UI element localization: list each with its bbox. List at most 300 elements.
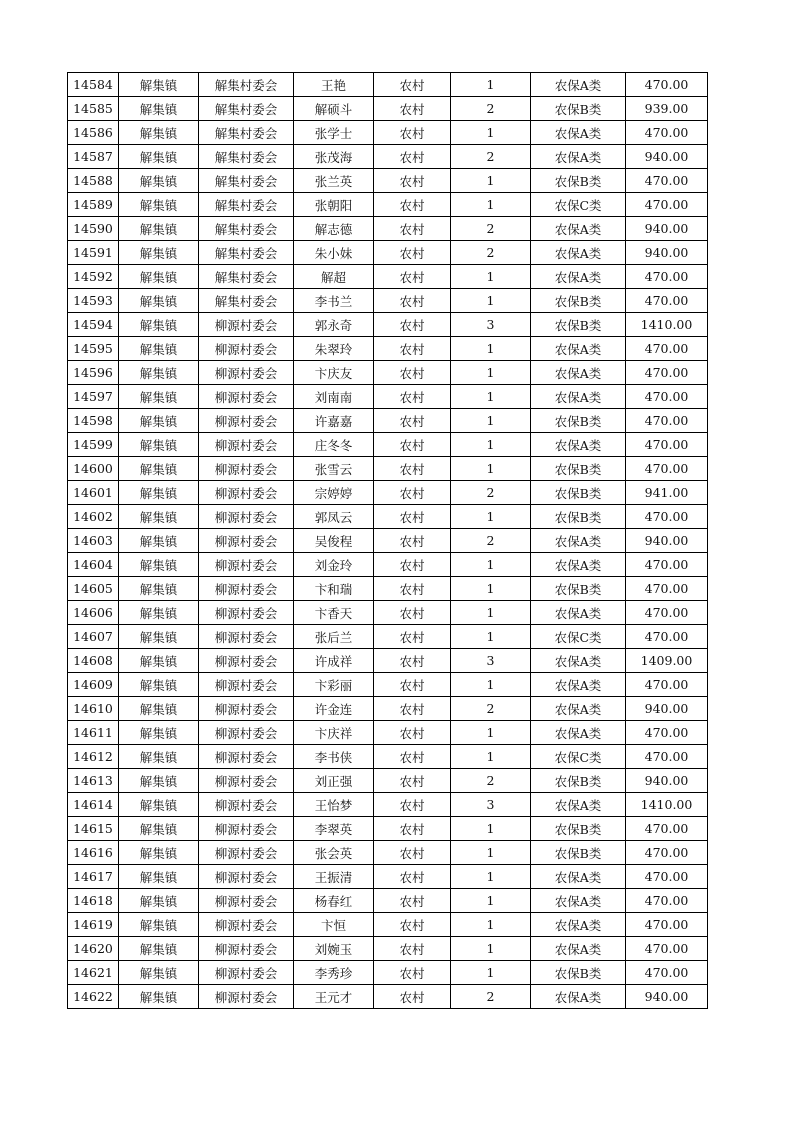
area-type-cell: 农村: [374, 241, 451, 265]
serial-number-cell: 14590: [68, 217, 119, 241]
serial-number-cell: 14614: [68, 793, 119, 817]
serial-number-cell: 14609: [68, 673, 119, 697]
amount-cell: 470.00: [626, 745, 708, 769]
area-type-cell: 农村: [374, 433, 451, 457]
insurance-class-cell: 农保B类: [531, 841, 626, 865]
village-committee-cell: 柳源村委会: [199, 961, 294, 985]
serial-number-cell: 14601: [68, 481, 119, 505]
area-type-cell: 农村: [374, 385, 451, 409]
name-cell: 张会英: [294, 841, 374, 865]
table-row: [68, 529, 708, 553]
town-cell: 解集镇: [119, 601, 199, 625]
name-cell: 张后兰: [294, 625, 374, 649]
table-row: [68, 553, 708, 577]
insurance-class-cell: 农保A类: [531, 865, 626, 889]
amount-cell: 470.00: [626, 73, 708, 97]
town-cell: 解集镇: [119, 457, 199, 481]
village-committee-cell: 柳源村委会: [199, 337, 294, 361]
serial-number-cell: 14618: [68, 889, 119, 913]
area-type-cell: 农村: [374, 361, 451, 385]
insurance-class-cell: 农保A类: [531, 73, 626, 97]
area-type-cell: 农村: [374, 937, 451, 961]
name-cell: 刘南南: [294, 385, 374, 409]
household-count-cell: 1: [451, 433, 531, 457]
insurance-class-cell: 农保A类: [531, 529, 626, 553]
household-count-cell: 1: [451, 817, 531, 841]
name-cell: 王元才: [294, 985, 374, 1009]
area-type-cell: 农村: [374, 409, 451, 433]
table-row: [68, 817, 708, 841]
household-count-cell: 1: [451, 889, 531, 913]
table-row: [68, 889, 708, 913]
name-cell: 刘正强: [294, 769, 374, 793]
table-row: [68, 673, 708, 697]
town-cell: 解集镇: [119, 217, 199, 241]
insurance-class-cell: 农保A类: [531, 265, 626, 289]
insurance-class-cell: 农保A类: [531, 721, 626, 745]
area-type-cell: 农村: [374, 313, 451, 337]
area-type-cell: 农村: [374, 169, 451, 193]
insurance-class-cell: 农保B类: [531, 457, 626, 481]
town-cell: 解集镇: [119, 529, 199, 553]
village-committee-cell: 柳源村委会: [199, 673, 294, 697]
serial-number-cell: 14617: [68, 865, 119, 889]
table-row: [68, 73, 708, 97]
household-count-cell: 1: [451, 265, 531, 289]
table-row: [68, 793, 708, 817]
area-type-cell: 农村: [374, 769, 451, 793]
household-count-cell: 1: [451, 721, 531, 745]
area-type-cell: 农村: [374, 625, 451, 649]
village-committee-cell: 柳源村委会: [199, 721, 294, 745]
insurance-class-cell: 农保A类: [531, 121, 626, 145]
village-committee-cell: 柳源村委会: [199, 745, 294, 769]
serial-number-cell: 14591: [68, 241, 119, 265]
serial-number-cell: 14600: [68, 457, 119, 481]
name-cell: 王振清: [294, 865, 374, 889]
household-count-cell: 2: [451, 241, 531, 265]
serial-number-cell: 14610: [68, 697, 119, 721]
serial-number-cell: 14608: [68, 649, 119, 673]
village-committee-cell: 柳源村委会: [199, 793, 294, 817]
name-cell: 卞彩丽: [294, 673, 374, 697]
serial-number-cell: 14605: [68, 577, 119, 601]
serial-number-cell: 14584: [68, 73, 119, 97]
town-cell: 解集镇: [119, 145, 199, 169]
village-committee-cell: 柳源村委会: [199, 841, 294, 865]
amount-cell: 939.00: [626, 97, 708, 121]
serial-number-cell: 14592: [68, 265, 119, 289]
serial-number-cell: 14619: [68, 913, 119, 937]
village-committee-cell: 解集村委会: [199, 193, 294, 217]
name-cell: 解超: [294, 265, 374, 289]
insurance-class-cell: 农保B类: [531, 169, 626, 193]
name-cell: 许金连: [294, 697, 374, 721]
name-cell: 李书侠: [294, 745, 374, 769]
amount-cell: 940.00: [626, 529, 708, 553]
village-committee-cell: 解集村委会: [199, 217, 294, 241]
amount-cell: 470.00: [626, 889, 708, 913]
town-cell: 解集镇: [119, 985, 199, 1009]
table-row: [68, 481, 708, 505]
table-row: [68, 841, 708, 865]
amount-cell: 470.00: [626, 625, 708, 649]
town-cell: 解集镇: [119, 721, 199, 745]
serial-number-cell: 14616: [68, 841, 119, 865]
amount-cell: 470.00: [626, 553, 708, 577]
insurance-class-cell: 农保A类: [531, 649, 626, 673]
serial-number-cell: 14586: [68, 121, 119, 145]
town-cell: 解集镇: [119, 241, 199, 265]
village-committee-cell: 柳源村委会: [199, 553, 294, 577]
town-cell: 解集镇: [119, 121, 199, 145]
town-cell: 解集镇: [119, 505, 199, 529]
village-committee-cell: 柳源村委会: [199, 313, 294, 337]
village-committee-cell: 柳源村委会: [199, 457, 294, 481]
serial-number-cell: 14622: [68, 985, 119, 1009]
amount-cell: 470.00: [626, 505, 708, 529]
serial-number-cell: 14613: [68, 769, 119, 793]
area-type-cell: 农村: [374, 601, 451, 625]
town-cell: 解集镇: [119, 409, 199, 433]
amount-cell: 470.00: [626, 817, 708, 841]
name-cell: 张茂海: [294, 145, 374, 169]
amount-cell: 940.00: [626, 145, 708, 169]
insurance-class-cell: 农保A类: [531, 385, 626, 409]
table-row: [68, 865, 708, 889]
village-committee-cell: 柳源村委会: [199, 433, 294, 457]
town-cell: 解集镇: [119, 745, 199, 769]
name-cell: 张兰英: [294, 169, 374, 193]
table-row: [68, 385, 708, 409]
household-count-cell: 3: [451, 313, 531, 337]
amount-cell: 470.00: [626, 601, 708, 625]
amount-cell: 470.00: [626, 577, 708, 601]
amount-cell: 470.00: [626, 409, 708, 433]
household-count-cell: 1: [451, 601, 531, 625]
name-cell: 张雪云: [294, 457, 374, 481]
town-cell: 解集镇: [119, 337, 199, 361]
village-committee-cell: 柳源村委会: [199, 649, 294, 673]
table-row: [68, 697, 708, 721]
table-row: [68, 121, 708, 145]
town-cell: 解集镇: [119, 553, 199, 577]
household-count-cell: 1: [451, 361, 531, 385]
town-cell: 解集镇: [119, 169, 199, 193]
insurance-class-cell: 农保A类: [531, 361, 626, 385]
table-row: [68, 217, 708, 241]
name-cell: 许成祥: [294, 649, 374, 673]
village-committee-cell: 柳源村委会: [199, 697, 294, 721]
insurance-class-cell: 农保B类: [531, 409, 626, 433]
area-type-cell: 农村: [374, 913, 451, 937]
town-cell: 解集镇: [119, 841, 199, 865]
village-committee-cell: 柳源村委会: [199, 625, 294, 649]
amount-cell: 470.00: [626, 385, 708, 409]
insurance-class-cell: 农保A类: [531, 241, 626, 265]
village-committee-cell: 解集村委会: [199, 73, 294, 97]
serial-number-cell: 14597: [68, 385, 119, 409]
amount-cell: 470.00: [626, 265, 708, 289]
household-count-cell: 1: [451, 289, 531, 313]
household-count-cell: 3: [451, 649, 531, 673]
village-committee-cell: 柳源村委会: [199, 817, 294, 841]
table-row: [68, 289, 708, 313]
household-count-cell: 1: [451, 385, 531, 409]
town-cell: 解集镇: [119, 73, 199, 97]
insurance-class-cell: 农保B类: [531, 481, 626, 505]
allowance-table: [67, 72, 708, 1009]
area-type-cell: 农村: [374, 265, 451, 289]
amount-cell: 1409.00: [626, 649, 708, 673]
name-cell: 卞香天: [294, 601, 374, 625]
amount-cell: 470.00: [626, 841, 708, 865]
serial-number-cell: 14596: [68, 361, 119, 385]
household-count-cell: 1: [451, 841, 531, 865]
area-type-cell: 农村: [374, 193, 451, 217]
table-row: [68, 433, 708, 457]
household-count-cell: 2: [451, 97, 531, 121]
table-row: [68, 985, 708, 1009]
insurance-class-cell: 农保B类: [531, 505, 626, 529]
household-count-cell: 1: [451, 625, 531, 649]
village-committee-cell: 解集村委会: [199, 265, 294, 289]
household-count-cell: 2: [451, 985, 531, 1009]
household-count-cell: 1: [451, 937, 531, 961]
household-count-cell: 2: [451, 481, 531, 505]
household-count-cell: 1: [451, 865, 531, 889]
town-cell: 解集镇: [119, 937, 199, 961]
household-count-cell: 2: [451, 697, 531, 721]
village-committee-cell: 柳源村委会: [199, 529, 294, 553]
amount-cell: 470.00: [626, 937, 708, 961]
village-committee-cell: 解集村委会: [199, 289, 294, 313]
town-cell: 解集镇: [119, 913, 199, 937]
name-cell: 杨春红: [294, 889, 374, 913]
name-cell: 李书兰: [294, 289, 374, 313]
serial-number-cell: 14615: [68, 817, 119, 841]
serial-number-cell: 14620: [68, 937, 119, 961]
name-cell: 张朝阳: [294, 193, 374, 217]
village-committee-cell: 柳源村委会: [199, 361, 294, 385]
area-type-cell: 农村: [374, 505, 451, 529]
table-row: [68, 457, 708, 481]
serial-number-cell: 14588: [68, 169, 119, 193]
town-cell: 解集镇: [119, 697, 199, 721]
amount-cell: 470.00: [626, 865, 708, 889]
area-type-cell: 农村: [374, 961, 451, 985]
name-cell: 解志德: [294, 217, 374, 241]
village-committee-cell: 柳源村委会: [199, 481, 294, 505]
village-committee-cell: 柳源村委会: [199, 505, 294, 529]
household-count-cell: 3: [451, 793, 531, 817]
name-cell: 李翠英: [294, 817, 374, 841]
insurance-class-cell: 农保A类: [531, 913, 626, 937]
area-type-cell: 农村: [374, 97, 451, 121]
town-cell: 解集镇: [119, 97, 199, 121]
insurance-class-cell: 农保A类: [531, 793, 626, 817]
village-committee-cell: 解集村委会: [199, 169, 294, 193]
town-cell: 解集镇: [119, 889, 199, 913]
town-cell: 解集镇: [119, 577, 199, 601]
serial-number-cell: 14607: [68, 625, 119, 649]
town-cell: 解集镇: [119, 793, 199, 817]
insurance-class-cell: 农保A类: [531, 433, 626, 457]
amount-cell: 940.00: [626, 985, 708, 1009]
amount-cell: 1410.00: [626, 793, 708, 817]
table-row: [68, 337, 708, 361]
table-body: [68, 73, 708, 1009]
name-cell: 朱小妹: [294, 241, 374, 265]
insurance-class-cell: 农保A类: [531, 673, 626, 697]
serial-number-cell: 14621: [68, 961, 119, 985]
area-type-cell: 农村: [374, 217, 451, 241]
town-cell: 解集镇: [119, 481, 199, 505]
household-count-cell: 2: [451, 145, 531, 169]
insurance-class-cell: 农保B类: [531, 97, 626, 121]
serial-number-cell: 14598: [68, 409, 119, 433]
serial-number-cell: 14593: [68, 289, 119, 313]
area-type-cell: 农村: [374, 841, 451, 865]
insurance-class-cell: 农保B类: [531, 313, 626, 337]
town-cell: 解集镇: [119, 433, 199, 457]
town-cell: 解集镇: [119, 289, 199, 313]
serial-number-cell: 14602: [68, 505, 119, 529]
household-count-cell: 1: [451, 409, 531, 433]
insurance-class-cell: 农保A类: [531, 697, 626, 721]
village-committee-cell: 解集村委会: [199, 121, 294, 145]
serial-number-cell: 14594: [68, 313, 119, 337]
insurance-class-cell: 农保A类: [531, 217, 626, 241]
village-committee-cell: 柳源村委会: [199, 913, 294, 937]
amount-cell: 470.00: [626, 961, 708, 985]
serial-number-cell: 14585: [68, 97, 119, 121]
name-cell: 王怡梦: [294, 793, 374, 817]
village-committee-cell: 柳源村委会: [199, 769, 294, 793]
town-cell: 解集镇: [119, 673, 199, 697]
amount-cell: 470.00: [626, 433, 708, 457]
insurance-class-cell: 农保A类: [531, 145, 626, 169]
household-count-cell: 1: [451, 961, 531, 985]
village-committee-cell: 解集村委会: [199, 241, 294, 265]
amount-cell: 940.00: [626, 217, 708, 241]
area-type-cell: 农村: [374, 721, 451, 745]
table-row: [68, 361, 708, 385]
household-count-cell: 1: [451, 505, 531, 529]
serial-number-cell: 14611: [68, 721, 119, 745]
town-cell: 解集镇: [119, 193, 199, 217]
amount-cell: 470.00: [626, 721, 708, 745]
area-type-cell: 农村: [374, 649, 451, 673]
insurance-class-cell: 农保B类: [531, 961, 626, 985]
town-cell: 解集镇: [119, 265, 199, 289]
amount-cell: 470.00: [626, 121, 708, 145]
village-committee-cell: 柳源村委会: [199, 865, 294, 889]
name-cell: 郭凤云: [294, 505, 374, 529]
amount-cell: 940.00: [626, 769, 708, 793]
name-cell: 张学士: [294, 121, 374, 145]
table-row: [68, 961, 708, 985]
town-cell: 解集镇: [119, 385, 199, 409]
insurance-class-cell: 农保A类: [531, 985, 626, 1009]
household-count-cell: 1: [451, 913, 531, 937]
table-row: [68, 577, 708, 601]
area-type-cell: 农村: [374, 481, 451, 505]
table-row: [68, 625, 708, 649]
area-type-cell: 农村: [374, 289, 451, 313]
area-type-cell: 农村: [374, 121, 451, 145]
insurance-class-cell: 农保B类: [531, 289, 626, 313]
amount-cell: 941.00: [626, 481, 708, 505]
household-count-cell: 1: [451, 121, 531, 145]
table-row: [68, 265, 708, 289]
amount-cell: 940.00: [626, 697, 708, 721]
amount-cell: 940.00: [626, 241, 708, 265]
amount-cell: 470.00: [626, 169, 708, 193]
table-row: [68, 937, 708, 961]
household-count-cell: 1: [451, 337, 531, 361]
village-committee-cell: 柳源村委会: [199, 577, 294, 601]
name-cell: 李秀珍: [294, 961, 374, 985]
area-type-cell: 农村: [374, 457, 451, 481]
amount-cell: 1410.00: [626, 313, 708, 337]
table-row: [68, 193, 708, 217]
table-row: [68, 769, 708, 793]
area-type-cell: 农村: [374, 817, 451, 841]
village-committee-cell: 解集村委会: [199, 145, 294, 169]
table-row: [68, 601, 708, 625]
household-count-cell: 1: [451, 457, 531, 481]
name-cell: 卞和瑞: [294, 577, 374, 601]
area-type-cell: 农村: [374, 337, 451, 361]
insurance-class-cell: 农保A类: [531, 937, 626, 961]
table-row: [68, 409, 708, 433]
town-cell: 解集镇: [119, 769, 199, 793]
amount-cell: 470.00: [626, 913, 708, 937]
village-committee-cell: 柳源村委会: [199, 985, 294, 1009]
household-count-cell: 1: [451, 745, 531, 769]
area-type-cell: 农村: [374, 673, 451, 697]
serial-number-cell: 14604: [68, 553, 119, 577]
name-cell: 卞庆祥: [294, 721, 374, 745]
area-type-cell: 农村: [374, 745, 451, 769]
amount-cell: 470.00: [626, 457, 708, 481]
table-row: [68, 241, 708, 265]
table-row: [68, 145, 708, 169]
table-row: [68, 313, 708, 337]
area-type-cell: 农村: [374, 73, 451, 97]
village-committee-cell: 柳源村委会: [199, 385, 294, 409]
name-cell: 卞庆友: [294, 361, 374, 385]
insurance-class-cell: 农保A类: [531, 337, 626, 361]
table-row: [68, 721, 708, 745]
household-count-cell: 1: [451, 577, 531, 601]
name-cell: 王艳: [294, 73, 374, 97]
area-type-cell: 农村: [374, 145, 451, 169]
household-count-cell: 1: [451, 73, 531, 97]
name-cell: 郭永奇: [294, 313, 374, 337]
insurance-class-cell: 农保C类: [531, 745, 626, 769]
amount-cell: 470.00: [626, 289, 708, 313]
name-cell: 吴俊程: [294, 529, 374, 553]
village-committee-cell: 柳源村委会: [199, 889, 294, 913]
area-type-cell: 农村: [374, 889, 451, 913]
household-count-cell: 2: [451, 529, 531, 553]
table-row: [68, 97, 708, 121]
town-cell: 解集镇: [119, 313, 199, 337]
name-cell: 庄冬冬: [294, 433, 374, 457]
name-cell: 宗婷婷: [294, 481, 374, 505]
